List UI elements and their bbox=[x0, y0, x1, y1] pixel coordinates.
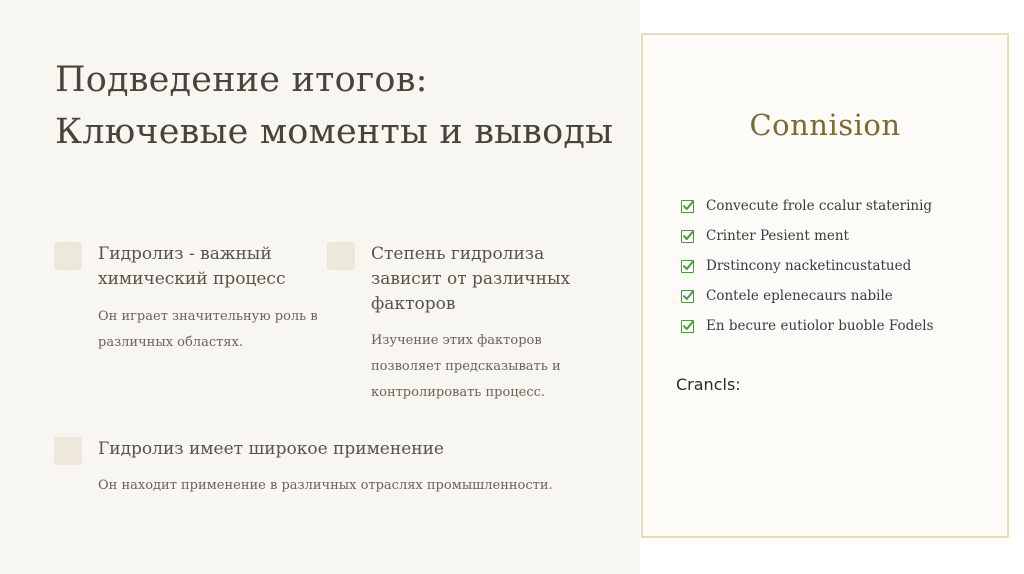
checklist-item bbox=[681, 251, 934, 281]
checklist-item bbox=[681, 311, 934, 341]
checklist-item-text: En becure eutiolor buoble Fodels bbox=[706, 318, 934, 334]
item-marker-square bbox=[54, 437, 82, 465]
checkbox-checked-icon bbox=[681, 290, 694, 303]
checklist-item bbox=[681, 281, 934, 311]
item-description: Он находит применение в различных отраслях промышленности. bbox=[98, 478, 553, 493]
checkbox-checked-icon bbox=[681, 260, 694, 273]
checklist-item bbox=[681, 221, 934, 251]
item-heading: Степень гидролиза зависит от различных факторов bbox=[371, 244, 571, 314]
checklist-item-text: Crinter Pesient ment bbox=[706, 228, 849, 244]
checkbox-checked-icon bbox=[681, 320, 694, 333]
checklist-item-text: Convecute frole ccalur staterinig bbox=[706, 198, 933, 214]
checkbox-checked-icon bbox=[681, 230, 694, 243]
item-heading: Гидролиз имеет широкое применение bbox=[98, 439, 444, 459]
slide-title: Подведение итогов: Ключевые моменты и выводы bbox=[55, 60, 614, 152]
item-description: Изучение этих факторов позволяет предсказывать и контролировать процесс. bbox=[371, 333, 561, 400]
checklist bbox=[681, 191, 934, 341]
item-heading: Гидролиз - важный химический процесс bbox=[98, 244, 286, 289]
item-description: Он играет значительную роль в различных областях. bbox=[98, 309, 318, 350]
checklist-item-text: Contele eplenecaurs nabile bbox=[706, 288, 893, 304]
checklist-item-text: Drstincony nacketincustatued bbox=[706, 258, 912, 274]
card-title: Connision bbox=[749, 108, 901, 142]
checklist-item bbox=[681, 191, 934, 221]
checkbox-checked-icon bbox=[681, 200, 694, 213]
conclusion-card bbox=[641, 33, 1009, 538]
card-footer-label: Crancls: bbox=[676, 375, 741, 394]
item-marker-square bbox=[54, 242, 82, 270]
item-marker-square bbox=[327, 242, 355, 270]
